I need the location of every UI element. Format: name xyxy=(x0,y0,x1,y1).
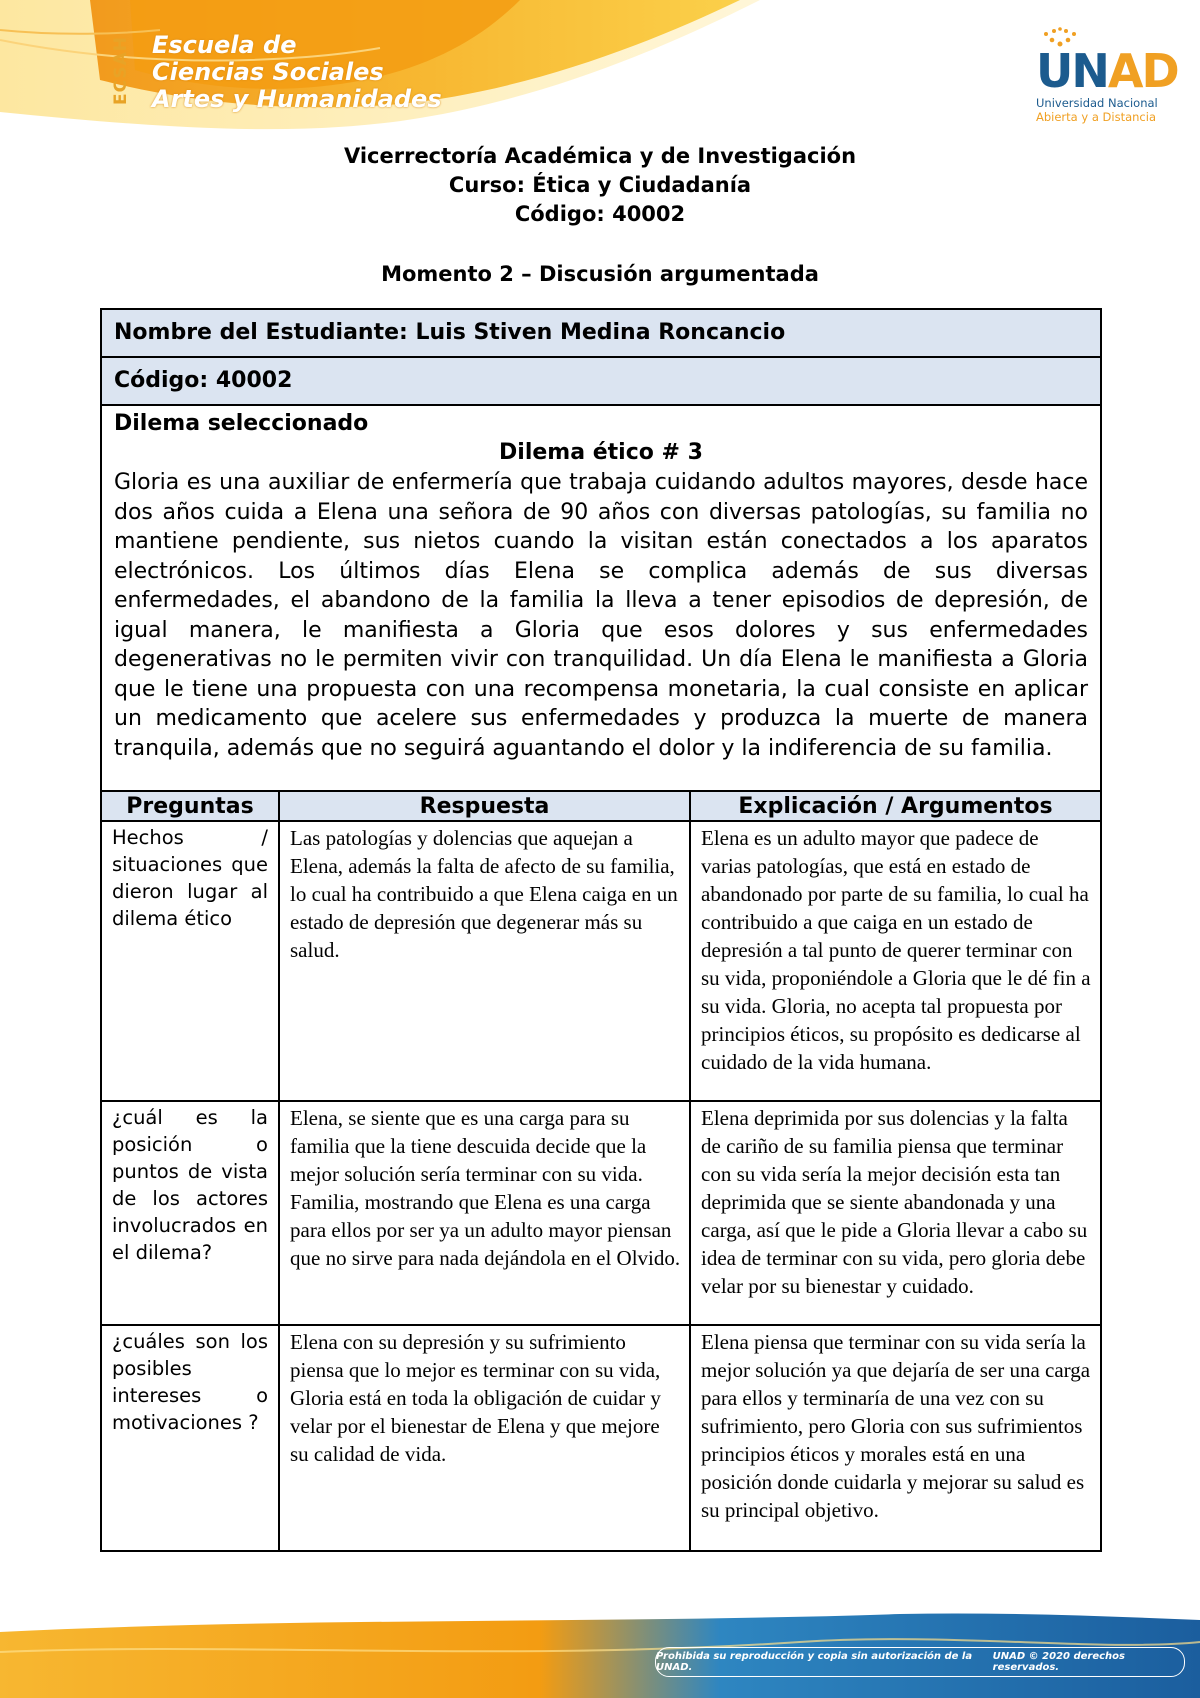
title-line: Código: 40002 xyxy=(514,202,686,226)
school-line: Artes y Humanidades xyxy=(152,85,442,113)
answer-cell: Las patologías y dolencias que aquejan a Elena, además la falta de afecto de su familia, lo cual ha contribuido a que Elena caiga en un estado de depresión que degenerar más su salud. xyxy=(280,822,691,1102)
footer-left-text: Prohibida su reproducción y copia sin autorización de la UNAD. xyxy=(656,1651,973,1673)
logo-line-1: Universidad Nacional xyxy=(1036,96,1158,110)
logo-wordmark: UNAD xyxy=(1036,44,1178,98)
dilemma-text: Gloria es una auxiliar de enfermería que trabaja cuidando adultos mayores, desde hace dos años cuida a Elena una señora de 90 años con diversas patologías, su familia no mantiene pendiente, sus nietos cuando la visitan están conectados a los aparatos electrónicos. Los últimos días Elena se complica además de sus diversas enfermedades, el abandono de la familia la lleva a tener episodios de depresión, de igual manera, le manifiesta a Gloria que esos dolores y sus enfermedades degenerativas no le permiten vivir con tranquilidad. Un día Elena le manifiesta a Gloria que le tiene una propuesta con una recompensa monetaria, la cual consiste en aplicar un medicamento que acelere sus enfermedades y produzca la muerte de manera tranquila, además que no seguirá aguantando el dolor y la indiferencia de su familia. xyxy=(114,470,1088,761)
school-line: Ciencias Sociales xyxy=(152,58,384,86)
activity-table xyxy=(100,308,1102,1552)
document-titles xyxy=(0,142,1200,229)
unad-logo xyxy=(1032,26,1178,126)
answer-paragraph: Familia, mostrando que Elena es una carga para ellos por ser ya un adulto mayor piensan que no sirve para nada dejándola en el Olvido. xyxy=(290,1190,681,1270)
school-name xyxy=(152,32,442,113)
explanation-cell: Elena deprimida por sus dolencias y la falta de cariño de su familia piensa que terminar con su vida sería la mejor decisión esta tan deprimida que se siente abandonada y una carga, así que le pide a Gloria llevar a cabo su idea de terminar con su vida, pero gloria debe velar por su bienestar y cuidado. xyxy=(691,1102,1100,1326)
school-line: Escuela de xyxy=(152,31,297,59)
column-header: Preguntas xyxy=(102,792,280,822)
title-line: Vicerrectoría Académica y de Investigación xyxy=(343,144,857,168)
question-cell: ¿cuál es la posición o puntos de vista de los actores involucrados en el dilema? xyxy=(102,1102,280,1326)
answer-cell: Elena con su depresión y su sufrimiento piensa que lo mejor es terminar con su vida, Gloria está en toda la obligación de cuidar y velar por el bienestar de Elena y que mejore su calidad de vida. xyxy=(280,1326,691,1550)
ecsah-mark: ECSAH xyxy=(111,35,131,105)
explanation-cell: Elena piensa que terminar con su vida sería la mejor solución ya que dejaría de ser una carga para ellos y terminaría de una vez con su sufrimiento, pero Gloria con sus sufrimientos principios éticos y morales está en una posición donde cuidarla y mejorar su salud es su principal objetivo. xyxy=(701,1330,1091,1522)
dilemma-label: Dilema seleccionado xyxy=(114,411,369,436)
dilemma-section xyxy=(102,406,1100,792)
questions-grid xyxy=(102,792,1100,1550)
explanation-cell: Elena es un adulto mayor que padece de varias patologías, que está en estado de abandonado por parte de su familia, lo cual ha contribuido a que caiga en un estado de depresión a tal punto de querer terminar con su vida, proponiéndole a Gloria que le dé fin a su vida. Gloria, no acepta tal propuesta por principios éticos, su propósito es dedicarse al cuidado de la vida humana. xyxy=(691,822,1100,1102)
dilemma-title: Dilema ético # 3 xyxy=(499,440,703,465)
answer-cell xyxy=(280,1102,691,1326)
question-cell: Hechos / situaciones que dieron lugar al dilema ético xyxy=(102,822,280,1102)
answer-paragraph: Elena, se siente que es una carga para su familia que la tiene descuida decide que la mejor solución sería terminar con su vida. xyxy=(290,1106,647,1186)
question-cell: ¿cuáles son los posibles intereses o motivaciones ? xyxy=(102,1326,280,1550)
logo-line-2: Abierta y a Distancia xyxy=(1036,110,1156,124)
column-header: Respuesta xyxy=(280,792,691,822)
student-name-row: Nombre del Estudiante: Luis Stiven Medina Roncancio xyxy=(102,310,1100,358)
title-line: Curso: Ética y Ciudadanía xyxy=(448,173,752,197)
moment-title: Momento 2 – Discusión argumentada xyxy=(381,262,819,286)
column-header: Explicación / Argumentos xyxy=(691,792,1100,822)
student-code-row: Código: 40002 xyxy=(102,358,1100,406)
footer-notice xyxy=(655,1647,1185,1677)
footer-right-text: UNAD © 2020 derechos reservados. xyxy=(992,1651,1126,1673)
